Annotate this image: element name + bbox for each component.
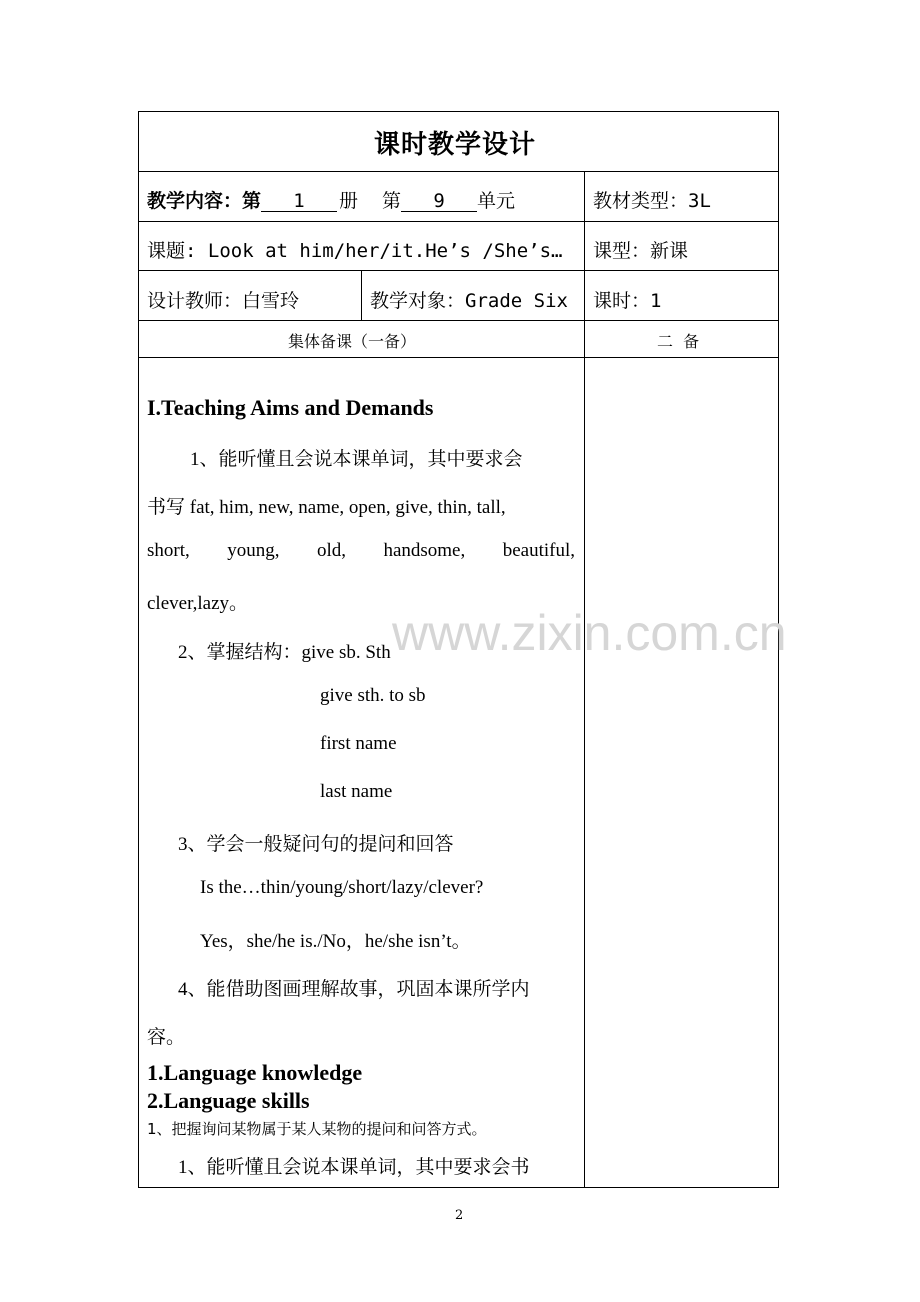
word: short, (147, 540, 190, 561)
table-top-border (138, 111, 779, 112)
word: handsome, (383, 540, 466, 561)
skills-note: 1、把握询问某物属于某人某物的提问和问答方式。 (147, 1120, 487, 1138)
language-skills-heading: 2.Language skills (147, 1088, 310, 1113)
aim-1-line-1: 1、能听懂且会说本课单词，其中要求会 (190, 449, 523, 470)
table-bottom-border (138, 1187, 779, 1188)
aim-2-structure: first name (320, 733, 397, 754)
aim-2: 2、掌握结构：give sb. Sth (178, 642, 391, 663)
designer: 设计教师：白雪玲 (147, 290, 300, 312)
lesson-topic: 课题: Look at him/her/it.He’s /She’s… (147, 240, 563, 262)
word: old, (316, 540, 346, 561)
aim-1-line-2 (147, 492, 575, 519)
row-divider (138, 320, 779, 321)
row-divider (138, 171, 779, 172)
aim-3: 3、学会一般疑问句的提问和回答 (178, 834, 454, 855)
table-left-border (138, 111, 139, 1188)
aim-4-line-1: 4、能借助图画理解故事，巩固本课所学内 (178, 979, 530, 1000)
class-period: 课时：1 (593, 290, 662, 312)
page-title: 课时教学设计 (374, 130, 537, 160)
row-divider (138, 270, 779, 271)
unit-prefix: 第 (382, 190, 402, 212)
aim-4-line-2: 容。 (147, 1027, 186, 1048)
aims-heading: I.Teaching Aims and Demands (147, 395, 434, 420)
language-knowledge-heading: 1.Language knowledge (147, 1060, 363, 1085)
material-type: 教材类型：3L (593, 190, 711, 212)
word: young, (227, 540, 280, 561)
continued-line: 1、能听懂且会说本课单词，其中要求会书 (178, 1157, 530, 1178)
content-label: 教学内容：第 (147, 190, 262, 212)
lesson-type: 课型：新课 (593, 240, 689, 262)
unit-label: 单元 (477, 190, 516, 212)
volume-label: 册 (339, 190, 359, 212)
volume-number: 1 (261, 191, 337, 212)
column-divider (361, 270, 362, 320)
aim-1-line-4: clever,lazy。 (147, 593, 249, 614)
aim-2-structure: last name (320, 781, 393, 802)
aim-3-question: Is the…thin/young/short/lazy/clever? (200, 877, 484, 898)
unit-number: 9 (401, 191, 477, 212)
watermark: www.zixin.com.cn (392, 605, 787, 661)
aim-1-word-list (147, 540, 575, 562)
aim-3-answer: Yes，she/he is./No，he/she isn’t。 (200, 931, 471, 952)
aim-2-structure: give sth. to sb (320, 685, 426, 706)
page-number: 2 (455, 1208, 464, 1223)
teaching-content (147, 186, 515, 213)
second-prep-header: 二 备 (657, 332, 700, 351)
aim-1-line-2-text: 书写 fat, him, new, name, open, give, thin, tall, (147, 497, 506, 518)
column-divider (584, 171, 585, 1187)
word: beautiful, (502, 540, 575, 561)
row-divider (138, 221, 779, 222)
teaching-target: 教学对象：Grade Six (370, 290, 568, 312)
row-divider (138, 357, 779, 358)
collective-prep-header: 集体备课（一备） (288, 332, 417, 351)
